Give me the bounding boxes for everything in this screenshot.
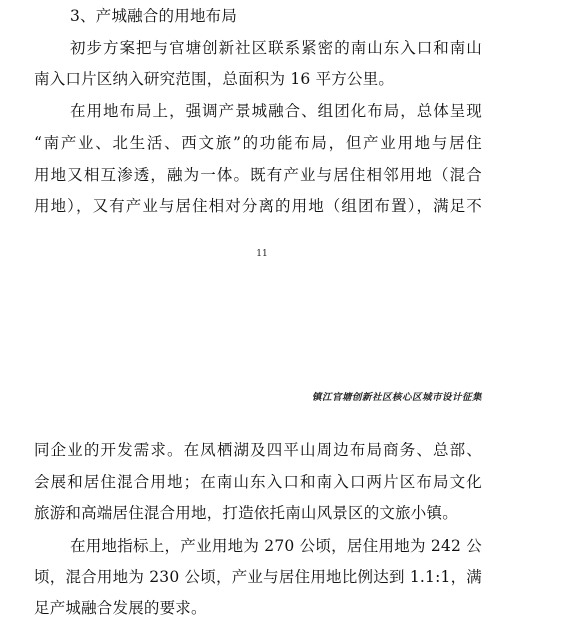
paragraph-line: 同企业的开发需求。在凤栖湖及四平山周边布局商务、总部、 (34, 441, 482, 459)
paragraph-line: 足产城融合发展的要求。 (34, 599, 207, 617)
paragraph-line: 会展和居住混合用地；在南山东入口和南入口两片区布局文化 (34, 473, 482, 491)
paragraph-line: 旅游和高端居住混合用地，打造依托南山风景区的文旅小镇。 (34, 504, 458, 522)
paragraph-line: 初步方案把与官塘创新社区联系紧密的南山东入口和南山 (70, 39, 482, 57)
paragraph-line: 在用地布局上，强调产景城融合、组团化布局，总体呈现 (70, 102, 482, 120)
running-header: 镇江官塘创新社区核心区城市设计征集 (311, 392, 482, 403)
paragraph-line: 用地又相互渗透，融为一体。既有产业与居住相邻用地（混合 (34, 166, 482, 184)
page-number: 11 (256, 249, 268, 259)
paragraph-line: 用地），又有产业与居住相对分离的用地（组团布置），满足不 (34, 197, 482, 215)
paragraph-line: 在用地指标上，产业用地为 270 公顷，居住用地为 242 公 (70, 537, 482, 555)
paragraph-line: “南产业、北生活、西文旅”的功能布局，但产业用地与居住 (34, 134, 482, 152)
section-heading: 3、产城融合的用地布局 (70, 7, 238, 25)
paragraph-line: 顷，混合用地为 230 公顷，产业与居住用地比例达到 1.1:1，满 (34, 568, 482, 586)
paragraph-line: 南入口片区纳入研究范围，总面积为 16 平方公里。 (34, 70, 395, 88)
